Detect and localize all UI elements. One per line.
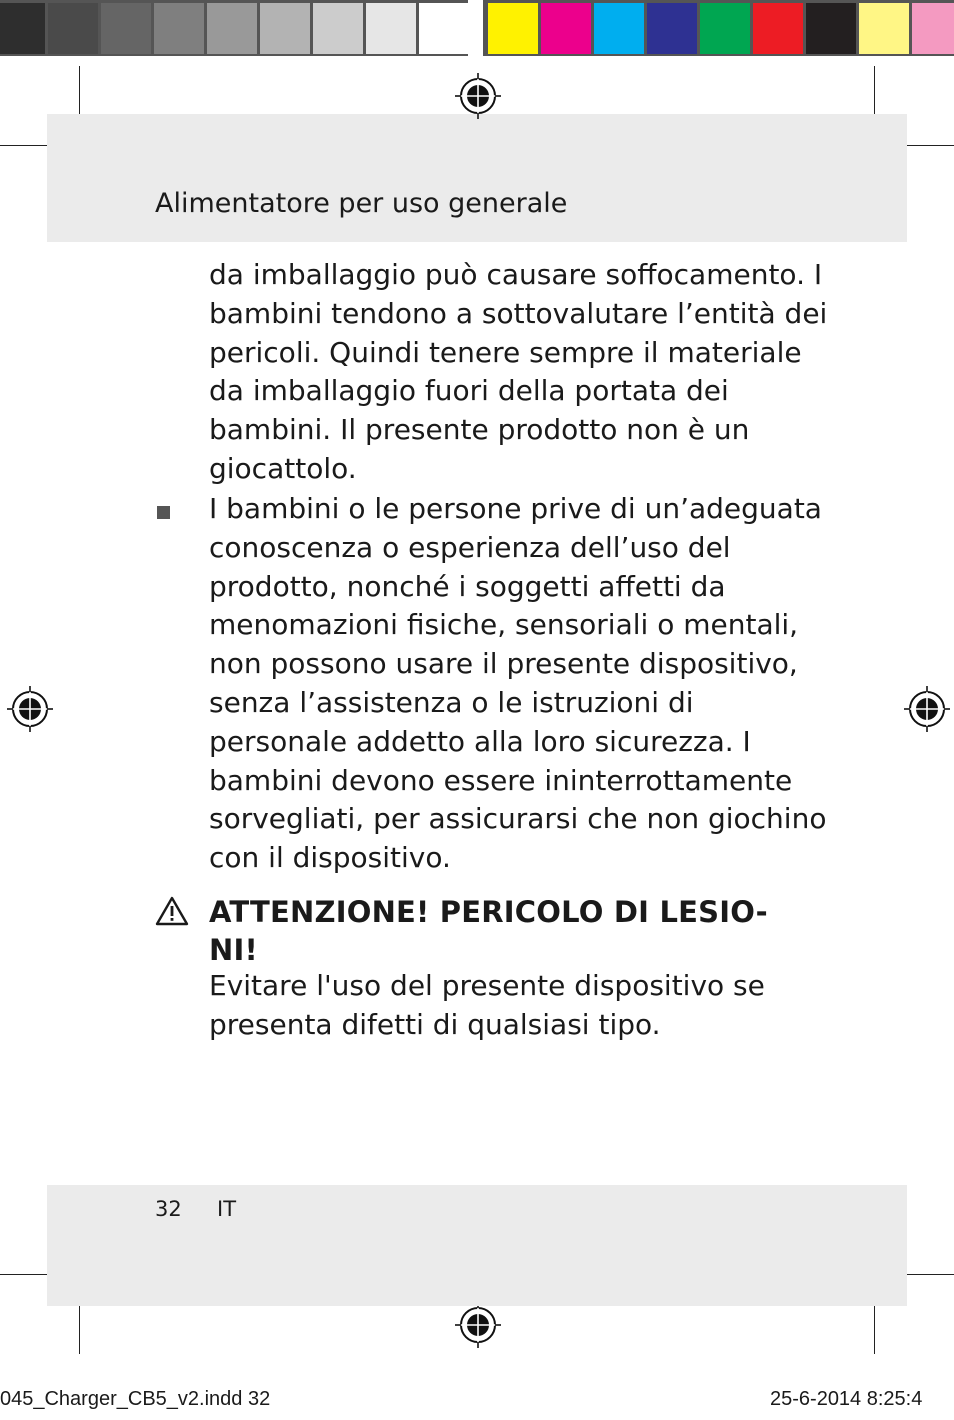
color-swatch xyxy=(207,3,257,54)
color-swatch xyxy=(541,3,591,54)
color-swatch xyxy=(912,3,954,54)
slug-datetime: 25-6-2014 8:25:4 xyxy=(770,1388,923,1410)
warning-triangle-icon xyxy=(155,896,189,926)
color-swatch xyxy=(859,3,909,54)
color-swatch xyxy=(753,3,803,54)
registration-mark-icon xyxy=(7,686,53,732)
page-header-title: Alimentatore per uso generale xyxy=(155,188,568,219)
color-swatch xyxy=(0,3,45,54)
header-band xyxy=(47,114,907,242)
color-swatch xyxy=(101,3,151,54)
color-swatch xyxy=(48,3,98,54)
registration-mark-icon xyxy=(455,1302,501,1348)
slug-filename: 045_Charger_CB5_v2.indd 32 xyxy=(0,1388,271,1410)
color-swatch xyxy=(260,3,310,54)
color-swatch xyxy=(806,3,856,54)
warning-title: ATTENZIONE! PERICOLO DI LESIO- NI! xyxy=(209,895,768,967)
color-swatch xyxy=(594,3,644,54)
color-swatch xyxy=(647,3,697,54)
bullet-paragraph: I bambini o le persone prive di un’adeguata conoscenza o esperienza dell’uso del prodotto, nonché i soggetti affetti da menomazioni fisiche, sensoriali o mentali, non possono usare il presente dispositivo, senza l’assistenza o le istruzioni di personale addetto alla loro sicurezza. I bambini devono essere ininterrottamente sorvegliati, per assicurarsi che non giochino con il dispositivo. xyxy=(209,492,827,875)
square-bullet-icon xyxy=(157,506,170,519)
body-paragraph: da imballaggio può causare soffocamento. I bambini tendono a sottovalutare l’entità dei pericoli. Quindi tenere sempre il materiale da imballaggio fuori della portata dei bambini. Il presente prodotto non è un giocattolo. xyxy=(209,258,828,485)
color-swatch xyxy=(366,3,416,54)
warning-text: Evitare l'uso del presente dispositivo se presenta difetti di qualsiasi tipo. xyxy=(209,969,765,1041)
color-swatch xyxy=(154,3,204,54)
page-number: 32 xyxy=(155,1197,182,1221)
color-swatch xyxy=(700,3,750,54)
registration-mark-icon xyxy=(455,73,501,119)
registration-mark-icon xyxy=(904,686,950,732)
color-swatch xyxy=(419,3,469,54)
color-swatch xyxy=(313,3,363,54)
color-swatch xyxy=(488,3,538,54)
language-code: IT xyxy=(217,1197,237,1221)
